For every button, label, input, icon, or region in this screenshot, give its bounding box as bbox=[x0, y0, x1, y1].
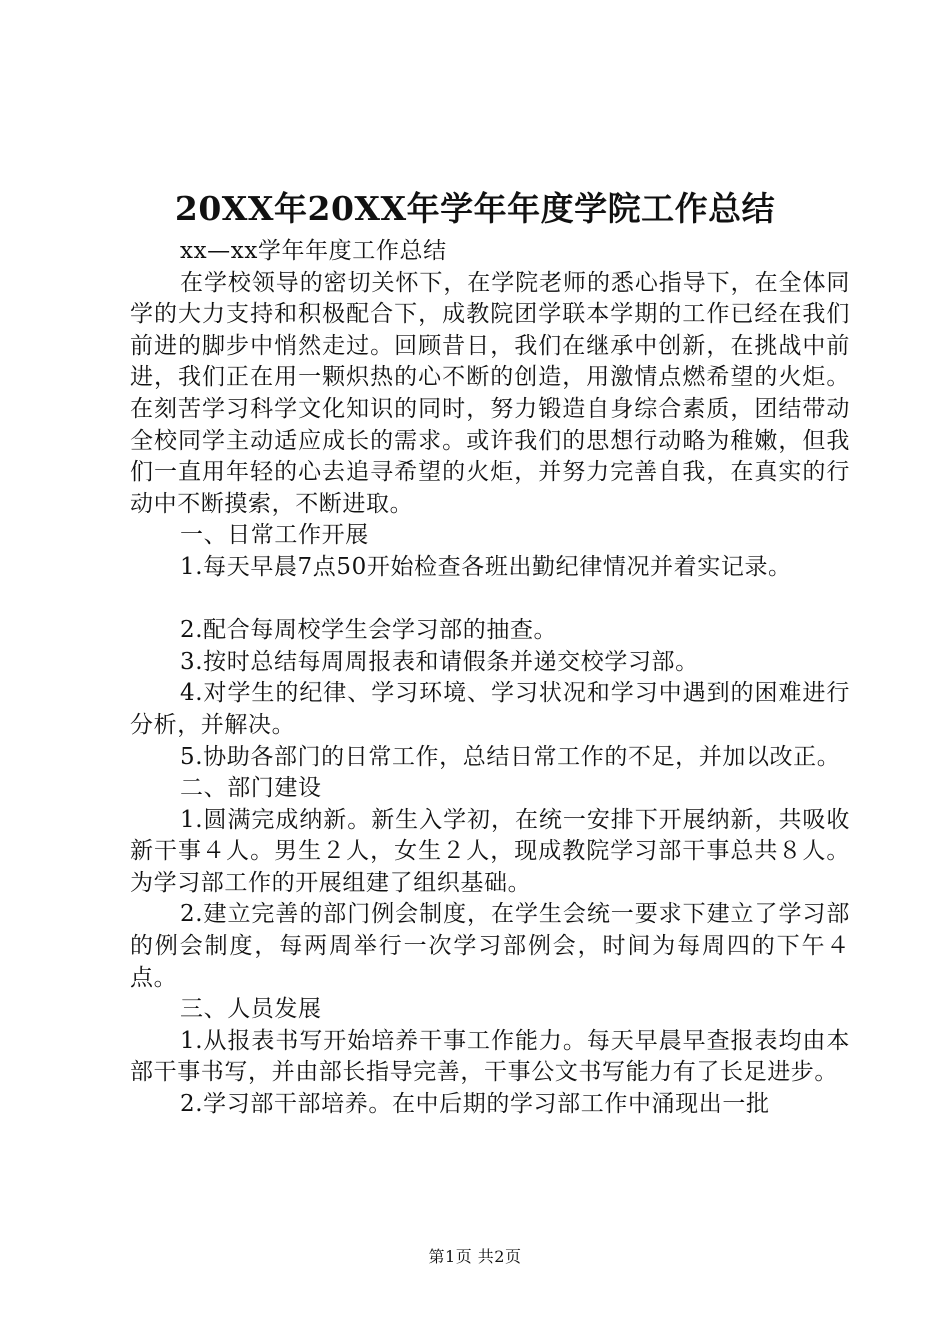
paragraph-subtitle: xx—xx学年年度工作总结 bbox=[180, 238, 447, 264]
document-body bbox=[130, 236, 850, 1121]
section-heading-daily-work: 一、日常工作开展 bbox=[180, 522, 369, 549]
list-item: 1.圆满完成纳新。新生入学初，在统一安排下开展纳新，共吸收新干事４人。男生２人，女生２人，现成教院学习部干事总共８人。为学习部工作的开展组建了组织基础。 bbox=[130, 806, 850, 896]
document-title: 20XX年20XX年学年年度学院工作总结 bbox=[174, 189, 776, 228]
page-footer: 第1页 共2页 bbox=[428, 1247, 522, 1266]
list-item: 5.协助各部门的日常工作，总结日常工作的不足，并加以改正。 bbox=[180, 743, 841, 770]
list-item: 2.配合每周校学生会学习部的抽查。 bbox=[180, 617, 558, 644]
section-heading-personnel: 三、人员发展 bbox=[180, 996, 322, 1023]
list-item: 1.每天早晨7点50开始检查各班出勤纪律情况并着实记录。 bbox=[180, 553, 792, 580]
list-item: 1.从报表书写开始培养干事工作能力。每天早晨早查报表均由本部干事书写，并由部长指导完善，干事公文书写能力有了长足进步。 bbox=[130, 1027, 850, 1086]
list-item: 2.建立完善的部门例会制度，在学生会统一要求下建立了学习部的例会制度，每两周举行一次学习部例会，时间为每周四的下午４点。 bbox=[130, 901, 850, 991]
section-heading-department: 二、部门建设 bbox=[180, 775, 322, 802]
paragraph-intro: 在学校领导的密切关怀下，在学院老师的悉心指导下，在全体同学的大力支持和积极配合下，成教院团学联本学期的工作已经在我们前进的脚步中悄然走过。回顾昔日，我们在继承中创新，在挑战中前进，我们正在用一颗炽热的心不断的创造，用激情点燃希望的火炬。在刻苦学习科学文化知识的同时，努力锻造自身综合素质，团结带动全校同学主动适应成长的需求。或许我们的思想行动略为稚嫩，但我们一直用年轻的心去追寻希望的火炬，并努力完善自我，在真实的行动中不断摸索，不断进取。 bbox=[130, 269, 850, 517]
list-item: 4.对学生的纪律、学习环境、学习状况和学习中遇到的困难进行分析，并解决。 bbox=[130, 680, 850, 738]
list-item: 2.学习部干部培养。在中后期的学习部工作中涌现出一批 bbox=[180, 1091, 770, 1118]
list-item: 3.按时总结每周周报表和请假条并递交校学习部。 bbox=[180, 648, 699, 675]
